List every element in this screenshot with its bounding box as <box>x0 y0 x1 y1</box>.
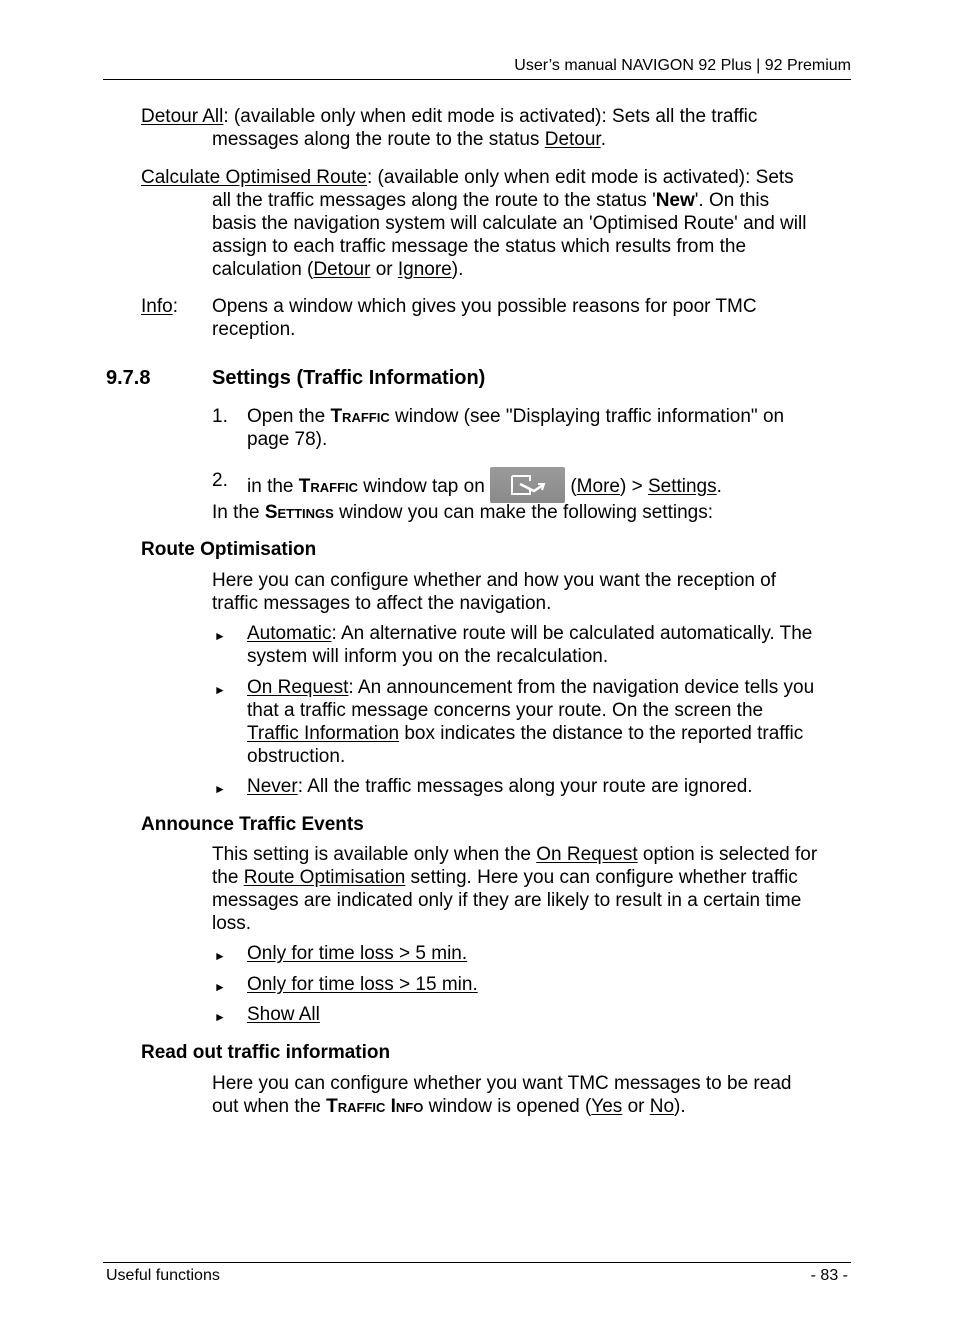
announce-on-request: On Request <box>536 844 638 865</box>
readout-desc <box>212 1072 852 1118</box>
header-title: User’s manual NAVIGON 92 Plus | 92 Premium <box>514 57 851 74</box>
step-1-line2: page 78). <box>247 429 328 450</box>
never-line1: : All the traffic messages along your route are ignored. <box>297 776 753 797</box>
calc-route-line5b: ). <box>451 259 464 280</box>
bullet-icon: ► <box>214 949 226 963</box>
on-request-line3: box indicates the distance to the reported traffic <box>399 723 804 744</box>
info-colon: : <box>172 296 178 317</box>
step-2-a: in the <box>247 476 299 498</box>
detour-all-text-2: messages along the route to the status <box>212 129 545 150</box>
detour-all-entry <box>141 105 851 151</box>
on-request-term: On Request <box>247 677 349 698</box>
bullet-icon: ► <box>214 683 226 697</box>
readout-line1: Here you can configure whether you want TMC messages to be read <box>212 1073 792 1094</box>
route-optimisation-desc <box>212 569 852 615</box>
step-1-number: 1. <box>212 406 228 427</box>
announce-route-opt: Route Optimisation <box>243 867 406 888</box>
readout-or: or <box>622 1096 650 1117</box>
calc-route-line4: assign to each traffic message the status which results from the <box>212 236 747 257</box>
step-2-mid: ) > <box>619 476 648 498</box>
section-number: 9.7.8 <box>106 367 151 389</box>
calc-route-term: Calculate Optimised Route <box>141 167 367 188</box>
settings-intro-a: In the <box>212 502 265 523</box>
route-opt-line2: traffic messages to affect the navigation. <box>212 593 552 614</box>
bullet-icon: ► <box>214 980 226 994</box>
step-2 <box>247 469 851 505</box>
step-1-b: window (see "Displaying traffic information" on <box>389 406 785 427</box>
page-footer <box>103 1262 851 1284</box>
calc-route-text: : (available only when edit mode is activated): Sets <box>367 167 794 188</box>
option-never <box>247 775 851 798</box>
readout-l2b: window is opened ( <box>423 1096 592 1117</box>
info-description <box>212 295 852 341</box>
step-1 <box>247 405 851 451</box>
automatic-line2: system will inform you on the recalculation. <box>247 646 609 667</box>
traffic-window-ref-2: Traffic <box>298 476 359 498</box>
announce-l1b: option is selected for <box>637 844 818 865</box>
on-request-line1: : An announcement from the navigation device tells you <box>348 677 815 698</box>
or-text: or <box>370 259 398 280</box>
calc-route-entry <box>141 166 851 281</box>
status-new: New <box>655 190 695 211</box>
step-2-number: 2. <box>212 470 228 491</box>
calc-route-line3: basis the navigation system will calculate an 'Optimised Route' and will <box>212 213 807 234</box>
status-ignore: Ignore <box>397 259 452 280</box>
footer-section: Useful functions <box>106 1267 220 1284</box>
settings-intro <box>212 501 852 524</box>
option-show-all: Show All <box>247 1004 320 1025</box>
step-2-paren: ( <box>565 476 577 498</box>
calc-route-line5a: calculation ( <box>212 259 314 280</box>
announce-l2a: the <box>212 867 244 888</box>
more-button[interactable] <box>490 467 565 503</box>
page-number: - 83 - <box>810 1267 848 1284</box>
option-on-request <box>247 676 851 768</box>
detour-status: Detour <box>544 129 601 150</box>
calc-route-line2a: all the traffic messages along the route to the status ' <box>212 190 656 211</box>
step-2-end: . <box>716 476 722 498</box>
route-opt-line1: Here you can configure whether and how you want the reception of <box>212 570 777 591</box>
on-request-line4: obstruction. <box>247 746 346 767</box>
yes-option: Yes <box>591 1096 623 1117</box>
info-line2: reception. <box>212 319 296 340</box>
traffic-window-ref: Traffic <box>330 406 390 427</box>
announce-l1a: This setting is available only when the <box>212 844 537 865</box>
option-time-loss-15: Only for time loss > 15 min. <box>247 974 478 995</box>
announce-l4: loss. <box>212 913 252 934</box>
detour-all-end: . <box>600 129 606 150</box>
page-header <box>103 56 851 80</box>
bullet-icon: ► <box>214 629 226 643</box>
announce-desc <box>212 843 852 935</box>
traffic-information-term: Traffic Information <box>247 723 400 744</box>
route-optimisation-heading: Route Optimisation <box>141 539 317 560</box>
detour-all-text: : (available only when edit mode is activated): Sets all the traffic <box>223 106 758 127</box>
announce-heading: Announce Traffic Events <box>141 814 364 835</box>
announce-l3: messages are indicated only if they are likely to result in a certain time <box>212 890 802 911</box>
no-option: No <box>649 1096 675 1117</box>
never-term: Never <box>247 776 298 797</box>
automatic-term: Automatic <box>247 623 332 644</box>
traffic-info-window-ref: Traffic Info <box>326 1096 424 1117</box>
readout-l2c: ). <box>674 1096 686 1117</box>
automatic-line1: : An alternative route will be calculated automatically. The <box>331 623 813 644</box>
settings-window-ref: Settings <box>264 502 334 523</box>
info-term: Info <box>141 296 173 317</box>
bullet-icon: ► <box>214 782 226 796</box>
option-automatic <box>247 622 851 668</box>
option-time-loss-5: Only for time loss > 5 min. <box>247 943 468 964</box>
settings-intro-b: window you can make the following settings: <box>333 502 713 523</box>
step-1-a: Open the <box>247 406 331 427</box>
readout-heading: Read out traffic information <box>141 1042 391 1063</box>
section-title: Settings (Traffic Information) <box>212 367 486 389</box>
announce-l2b: setting. Here you can configure whether traffic <box>405 867 798 888</box>
on-request-line2: that a traffic message concerns your route. On the screen the <box>247 700 764 721</box>
more-link: More <box>576 476 620 498</box>
settings-link: Settings <box>647 476 717 498</box>
readout-l2a: out when the <box>212 1096 327 1117</box>
calc-route-line2b: '. On this <box>694 190 770 211</box>
more-arrow-icon <box>510 474 546 496</box>
info-line1: Opens a window which gives you possible reasons for poor TMC <box>212 296 757 317</box>
step-2-b: window tap on <box>358 476 491 498</box>
info-entry <box>141 295 178 318</box>
bullet-icon: ► <box>214 1010 226 1024</box>
detour-all-term: Detour All <box>141 106 224 127</box>
status-detour: Detour <box>313 259 371 280</box>
